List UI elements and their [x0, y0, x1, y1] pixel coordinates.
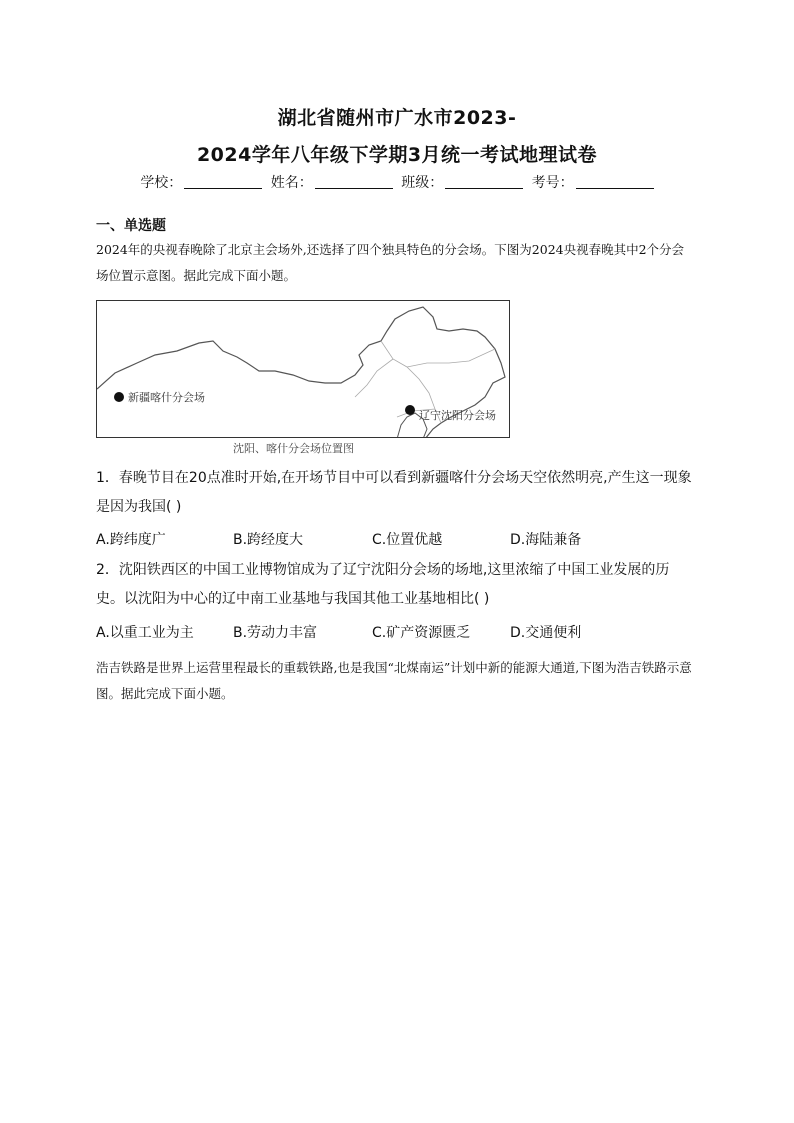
- q2-option-c[interactable]: C.矿产资源匮乏: [372, 625, 471, 641]
- name-label: 姓名：: [270, 175, 313, 191]
- map-caption: 沈阳、喀什分会场位置图: [233, 442, 354, 455]
- q2-option-d[interactable]: D.交通便利: [510, 625, 582, 641]
- question-1-stem: 1．春晚节目在20点准时开始,在开场节目中可以看到新疆喀什分会场天空依然明亮,产生这一现象是因为我国( ): [96, 470, 692, 515]
- passage-1: 2024年的央视春晚除了北京主会场外,还选择了四个独具特色的分会场。下图为2024央视春晚其中2个分会场位置示意图。据此完成下面小题。: [96, 242, 685, 283]
- passage-2: 浩吉铁路是世界上运营里程最长的重载铁路,也是我国“北煤南运”计划中新的能源大通道,下图为浩吉铁路示意图。据此完成下面小题。: [96, 660, 692, 701]
- section-heading: 一、单选题: [96, 218, 166, 234]
- q2-option-a[interactable]: A.以重工业为主: [96, 625, 194, 641]
- exam-title-line2: 2024学年八年级下学期3月统一考试地理试卷: [196, 144, 598, 166]
- q2-option-b[interactable]: B.劳动力丰富: [233, 625, 318, 641]
- exam-title-line1: 湖北省随州市广水市2023-: [277, 107, 517, 129]
- exam-number-label: 考号：: [531, 175, 574, 191]
- q1-option-a[interactable]: A.跨纬度广: [96, 532, 166, 548]
- xinjiang-marker: [114, 392, 124, 402]
- q1-option-d[interactable]: D.海陆兼备: [510, 532, 582, 548]
- class-label: 班级：: [401, 175, 444, 191]
- name-blank[interactable]: [315, 188, 393, 189]
- name-field[interactable]: [271, 172, 393, 192]
- school-blank[interactable]: [184, 188, 262, 189]
- china-outline-map: [97, 301, 510, 438]
- q1-option-b[interactable]: B.跨经度大: [233, 532, 304, 548]
- question-1-options: [96, 529, 696, 551]
- student-info-line: [0, 172, 794, 192]
- question-2-stem: 2．沈阳铁西区的中国工业博物馆成为了辽宁沈阳分会场的场地,这里浓缩了中国工业发展的历史。以沈阳为中心的辽中南工业基地与我国其他工业基地相比( ): [96, 562, 670, 607]
- class-blank[interactable]: [445, 188, 523, 189]
- xinjiang-venue-label: 新疆喀什分会场: [128, 391, 205, 404]
- school-label: 学校：: [140, 175, 183, 191]
- exam-number-blank[interactable]: [576, 188, 654, 189]
- venue-map: [96, 300, 510, 438]
- liaoning-venue-label: 辽宁沈阳分会场: [419, 409, 496, 422]
- question-2-options: [96, 622, 696, 644]
- school-field[interactable]: [140, 172, 262, 192]
- q1-option-c[interactable]: C.位置优越: [372, 532, 443, 548]
- liaoning-marker: [405, 405, 415, 415]
- exam-number-field[interactable]: [532, 172, 654, 192]
- class-field[interactable]: [401, 172, 523, 192]
